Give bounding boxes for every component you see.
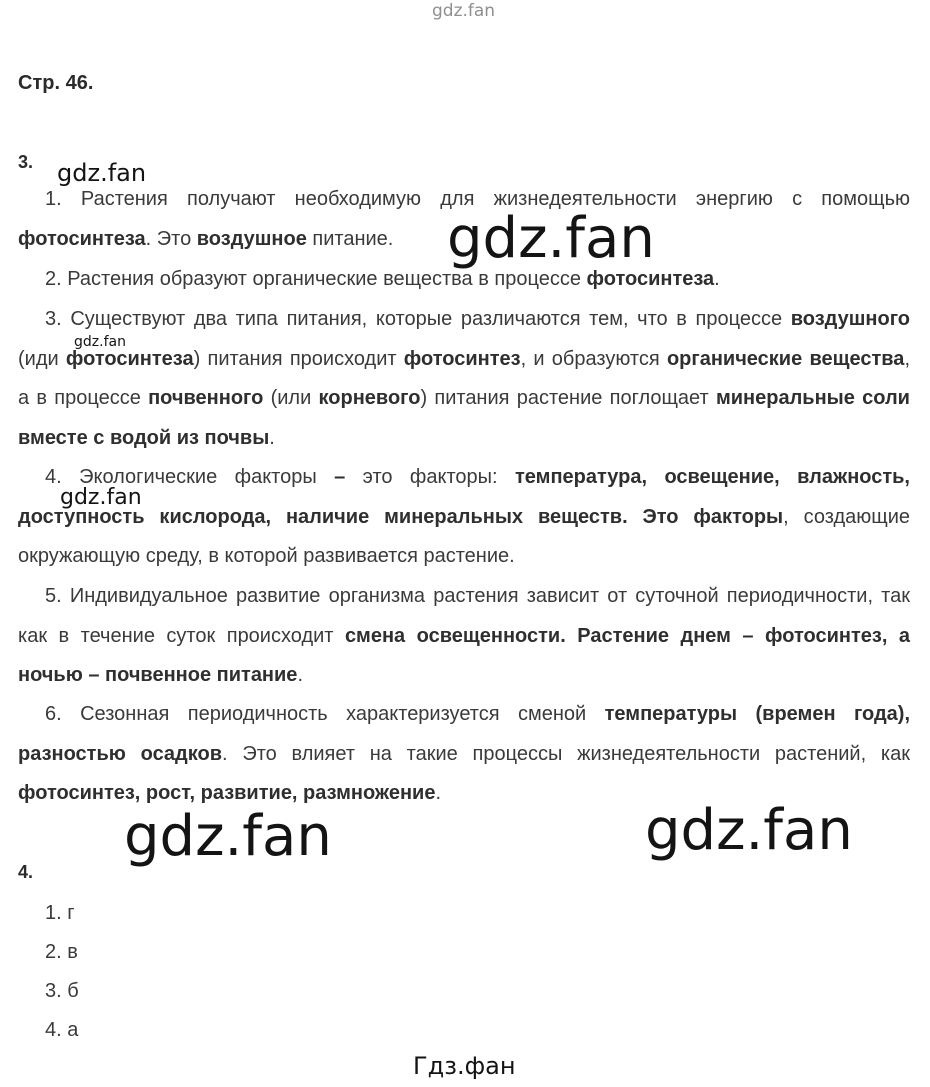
paragraph-text: . (714, 268, 720, 290)
paragraph-text: 2. Растения образуют органические вещества в процессе (45, 268, 587, 290)
watermark-small: gdz.fan (57, 159, 147, 187)
task-4-answer: 4. а (45, 1019, 79, 1041)
paragraph-text: 1. Растения получают необходимую для жизнедеятельности энергию с помощью (45, 188, 910, 210)
paragraph-text: 6. Сезонная периодичность характеризуется сменой (45, 703, 605, 725)
paragraph-text: ) питания происходит (193, 347, 404, 370)
bold-text: минеральные соли вместе с водой из почвы (18, 387, 910, 449)
task-3-paragraph-3 (18, 300, 910, 458)
paragraph-text: , и образуются (520, 347, 667, 370)
bold-text: температура, освещение, влажность, доступность кислорода, наличие минеральных веществ. Это факторы (18, 466, 910, 528)
paragraph-text: . (435, 782, 442, 804)
bold-text: фотосинтез, рост, развитие, размножение (18, 782, 436, 804)
task-3-paragraph-4 (18, 458, 910, 577)
watermark-bottom: Гдз.фан (413, 1052, 516, 1080)
bold-text: фотосинтеза (586, 268, 715, 290)
watermark-top: gdz.fan (432, 1, 496, 21)
task-4-answer: 1. г (45, 902, 75, 924)
watermark-large: gdz.fan (447, 206, 655, 271)
bold-text: почвенного (148, 387, 264, 409)
watermark-small: gdz.fan (74, 334, 126, 350)
paragraph-text: (или (263, 387, 319, 409)
task-4-number: 4. (18, 862, 34, 882)
bold-text: фотосинтеза (18, 227, 146, 250)
task-3-paragraph-5 (18, 577, 910, 696)
bold-text: – (334, 466, 346, 488)
paragraph-text: 4. Экологические факторы (45, 466, 335, 488)
paragraph-text: , создающие окружающую среду, в которой развивается растение. (18, 505, 910, 567)
task-3-number: 3. (18, 152, 34, 172)
paragraph-text: . Это влияет на такие процессы жизнедеятельности растений, как (222, 742, 910, 765)
bold-text: воздушного (790, 308, 910, 330)
task-4-answer: 2. в (45, 941, 78, 963)
bold-text: смена освещенности. Растение днем – фотосинтез, а ночью – почвенное питание (18, 624, 910, 686)
paragraph-text: . Это (145, 227, 197, 250)
paragraph-text: (иди (18, 347, 66, 370)
paragraph-text: ) питания растение поглощает (420, 387, 716, 409)
paragraph-text: это факторы: (345, 466, 515, 488)
watermark-small: gdz.fan (60, 485, 142, 510)
bold-text: органические вещества (666, 347, 905, 370)
page-heading: Стр. 46. (18, 72, 94, 94)
bold-text: температуры (времен года), разностью осадков (18, 703, 911, 765)
watermark-large: gdz.fan (645, 798, 853, 863)
bold-text: фотосинтеза (65, 347, 194, 370)
paragraph-text: питание. (306, 227, 394, 250)
bold-text: корневого (318, 387, 421, 409)
paragraph-text: 5. Индивидуальное развитие организма растения зависит от суточной периодичности, так как в течение суток происходит (18, 585, 910, 647)
watermark-large: gdz.fan (124, 804, 332, 869)
bold-text: фотосинтез (403, 347, 521, 370)
task-3-paragraph-6 (18, 695, 910, 814)
paragraph-text: . (269, 426, 275, 449)
task-4-answer: 3. б (45, 980, 79, 1002)
paragraph-text: 3. Существуют два типа питания, которые различаются тем, что в процессе (45, 308, 791, 330)
paragraph-text: , а в процессе (18, 347, 910, 409)
paragraph-text: . (297, 664, 303, 686)
bold-text: воздушное (196, 227, 307, 250)
